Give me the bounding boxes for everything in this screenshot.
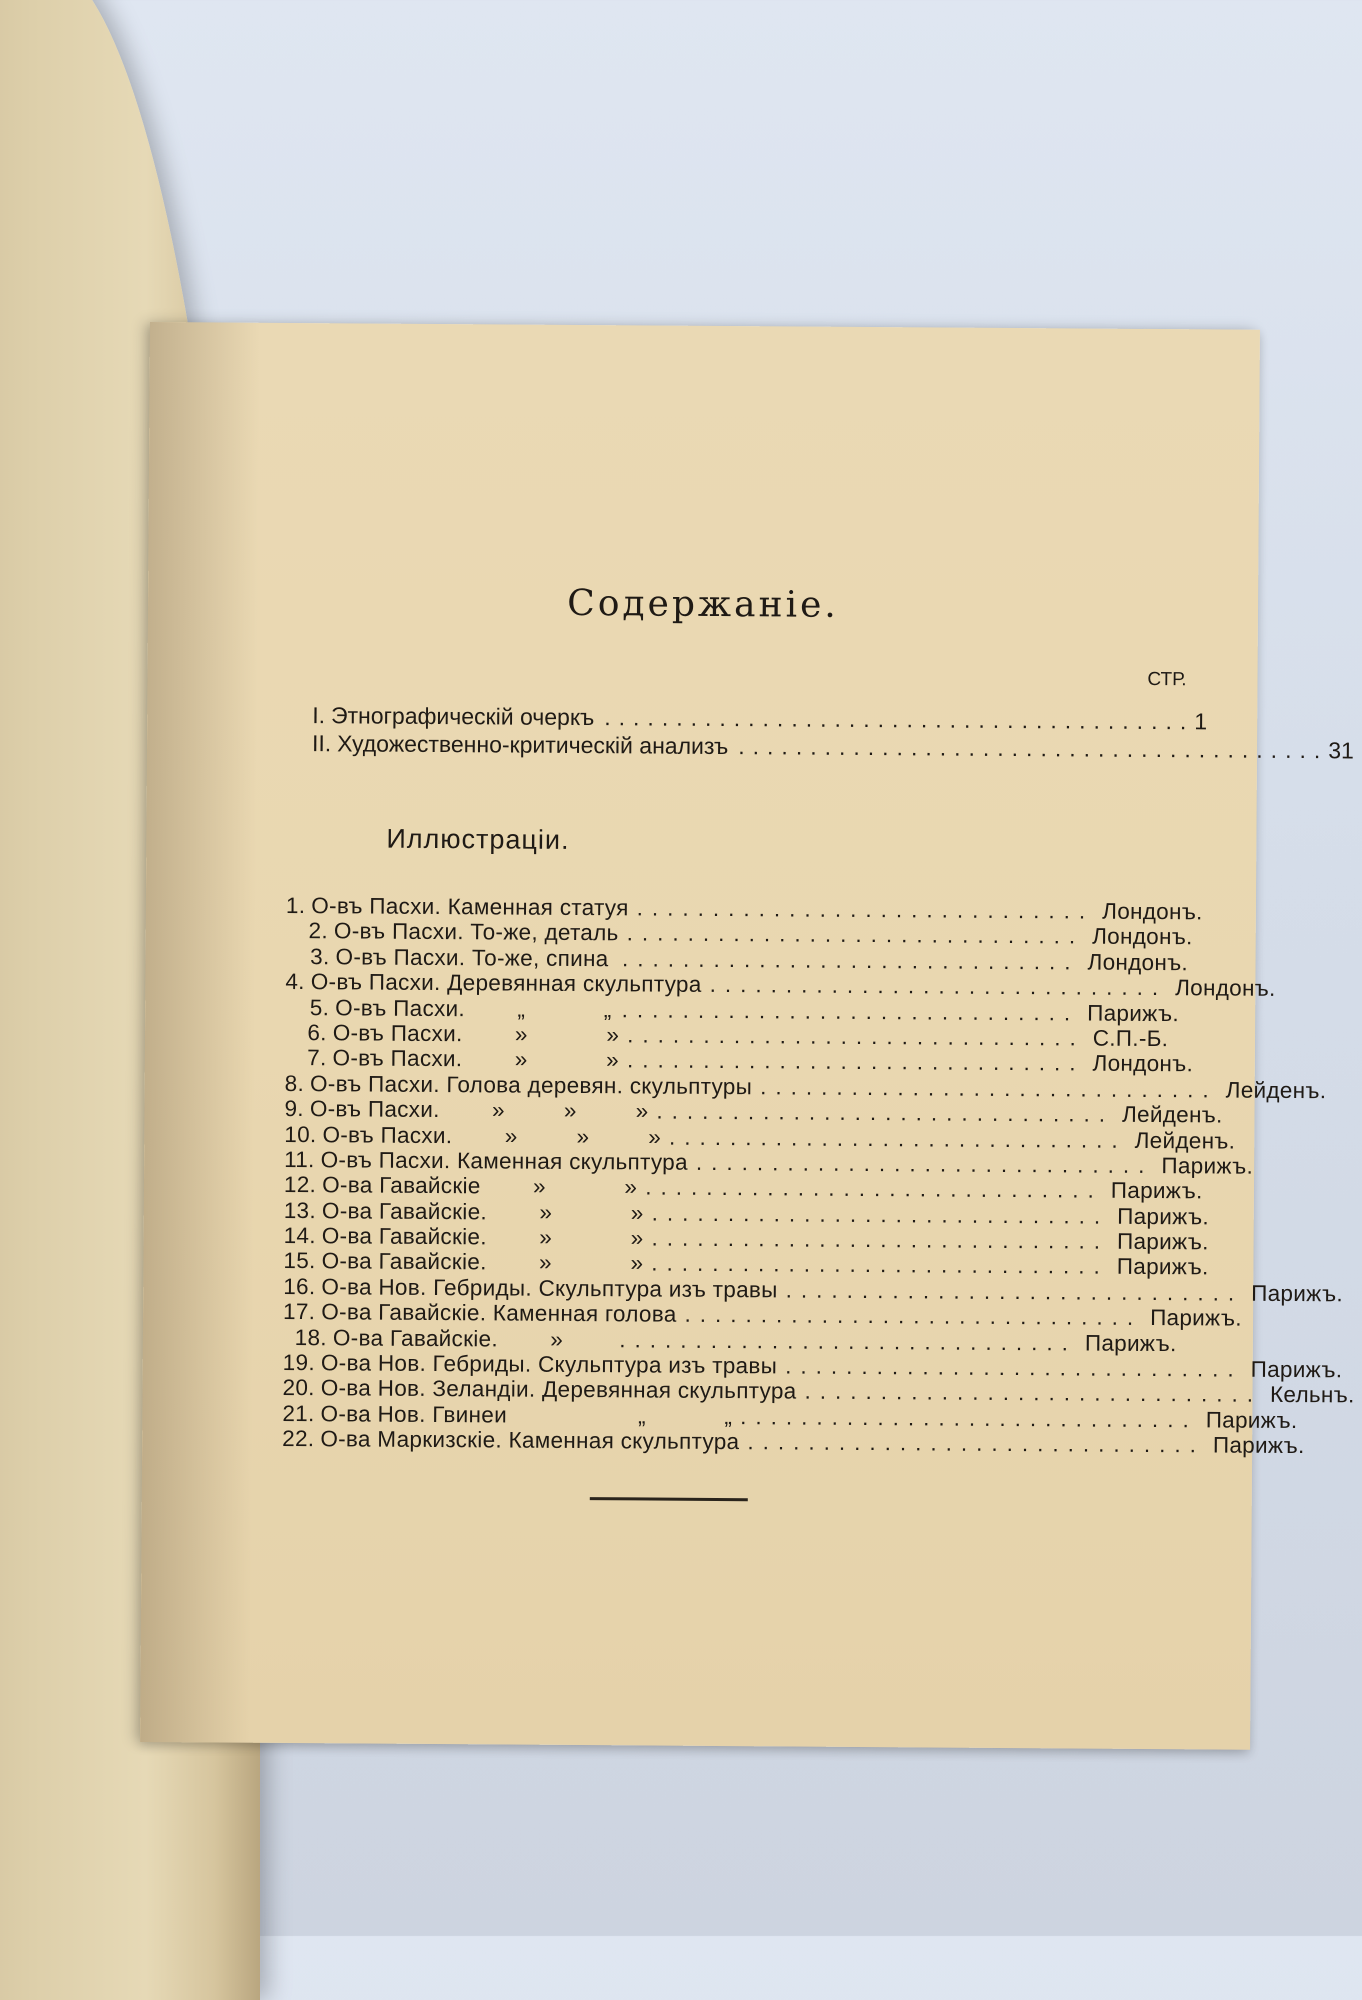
illustration-description: О-ва Маркизскiе. Каменная скульптура bbox=[320, 1426, 740, 1455]
illustration-number: 3. bbox=[310, 943, 330, 970]
illustration-location: Парижъ. bbox=[1250, 1356, 1343, 1383]
page-column-header: СТР. bbox=[1147, 668, 1187, 691]
illustration-description: О-ва Гавайскiе. Каменная голова bbox=[321, 1299, 677, 1327]
leader-dots: .............................. bbox=[651, 1200, 1110, 1229]
illustration-number: 16. bbox=[283, 1273, 316, 1300]
illustration-location: Парижъ. bbox=[1116, 1228, 1209, 1255]
illustration-description: О-ва Гавайскiе. » » bbox=[321, 1223, 644, 1251]
illustration-location: Лондонъ. bbox=[1175, 975, 1276, 1002]
illustration-number: 2. bbox=[308, 918, 329, 944]
illustration-description: О-въ Пасхи. То-же, спина bbox=[335, 944, 609, 971]
leader-dots: .............................. bbox=[621, 946, 1080, 975]
illustration-number: 13. bbox=[283, 1197, 317, 1223]
illustration-description: О-въ Пасхи. Голова деревян. скульптуры bbox=[309, 1070, 753, 1099]
illustration-number: 1. bbox=[285, 892, 306, 919]
illustration-number: 20. bbox=[282, 1375, 315, 1401]
illustration-row bbox=[282, 1426, 1305, 1459]
illustration-description: О-въ Пасхи. » » » bbox=[322, 1121, 662, 1150]
illustration-location: Лейденъ. bbox=[1121, 1101, 1223, 1128]
leader-dots: .............................. bbox=[651, 1225, 1110, 1254]
divider-rule bbox=[590, 1497, 748, 1501]
illustration-location: Парижъ. bbox=[1161, 1152, 1254, 1179]
illustration-number: 14. bbox=[283, 1223, 316, 1249]
illustration-description: О-ва Гавайскiе. » » bbox=[321, 1197, 644, 1226]
illustration-number: 18. bbox=[294, 1324, 328, 1350]
illustration-description: О-ва Гавайскiе. » » bbox=[321, 1248, 644, 1276]
illustration-number: 8. bbox=[284, 1070, 305, 1096]
illustration-location: Лондонъ. bbox=[1102, 898, 1203, 925]
leader-dots: .............................. bbox=[621, 996, 1080, 1026]
leader-dots: .............................. bbox=[785, 1277, 1244, 1306]
illustration-number: 21. bbox=[282, 1400, 315, 1426]
illustration-number: 7. bbox=[307, 1045, 327, 1071]
page-title: Содержанiе. bbox=[567, 582, 839, 626]
illustration-location: С.П.-Б. bbox=[1092, 1025, 1169, 1052]
illustration-description: О-въ Пасхи. » » » bbox=[309, 1096, 649, 1124]
illustration-number: 10. bbox=[284, 1121, 317, 1147]
table-of-contents bbox=[311, 663, 1354, 764]
leader-dots: .............................. bbox=[669, 1124, 1127, 1153]
leader-dots: .............................. bbox=[627, 1022, 1085, 1051]
toc-number: I. bbox=[312, 702, 326, 729]
leader-dots: .............................. bbox=[785, 1353, 1243, 1382]
illustration-location: Парижъ. bbox=[1084, 1330, 1177, 1356]
illustration-description: О-ва Гавайскiе. » bbox=[332, 1324, 564, 1352]
illustration-location: Парижъ. bbox=[1117, 1203, 1210, 1230]
illustration-description: О-ва Гавайскiе » » bbox=[322, 1172, 638, 1200]
illustration-location: Лондонъ. bbox=[1092, 1050, 1194, 1077]
illustration-description: О-ва Нов. Гебриды. Скульптура изъ травы bbox=[321, 1274, 778, 1303]
illustration-number: 19. bbox=[282, 1349, 316, 1376]
leader-dots: .............................. bbox=[656, 1098, 1115, 1127]
leader-dots: ......................................... bbox=[738, 733, 1329, 764]
leader-dots: .............................. bbox=[684, 1302, 1143, 1331]
toc-title: Художественно-критическiй анализъ bbox=[337, 730, 729, 760]
illustration-number: 15. bbox=[283, 1248, 316, 1274]
illustration-description: О-ва Нов. Гвинеи „ „ bbox=[320, 1401, 733, 1429]
illustration-description: О-ва Нов. Гебриды. Скульптура изъ травы bbox=[320, 1350, 778, 1379]
illustrations-heading: Иллюстрацiи. bbox=[386, 823, 570, 855]
leader-dots: .............................. bbox=[619, 1326, 1077, 1356]
leader-dots: .............................. bbox=[636, 895, 1095, 924]
illustration-description: О-въ Пасхи. Деревянная скульптура bbox=[310, 969, 702, 998]
leader-dots: .............................. bbox=[626, 920, 1085, 949]
illustration-description: О-въ Пасхи. „ „ bbox=[335, 994, 612, 1022]
leader-dots: .............................. bbox=[645, 1174, 1103, 1203]
illustration-location: Парижъ. bbox=[1251, 1280, 1344, 1307]
leader-dots: .............................. bbox=[695, 1149, 1154, 1178]
illustration-number: 4. bbox=[285, 969, 305, 995]
leader-dots: .............................. bbox=[709, 972, 1168, 1001]
illustration-number: 9. bbox=[284, 1096, 304, 1122]
illustration-number: 12. bbox=[283, 1172, 317, 1198]
illustration-location: Кельнъ. bbox=[1269, 1382, 1355, 1408]
illustration-location: Парижъ. bbox=[1110, 1178, 1203, 1204]
illustration-number: 11. bbox=[284, 1146, 315, 1173]
illustration-location: Парижъ. bbox=[1087, 1000, 1180, 1026]
toc-page: 31 bbox=[1328, 737, 1354, 764]
illustration-description: О-въ Пасхи. » » bbox=[332, 1020, 620, 1048]
book-page bbox=[140, 322, 1355, 1750]
leader-dots: .............................. bbox=[760, 1074, 1218, 1103]
toc-page: 1 bbox=[1194, 708, 1208, 735]
illustration-location: Лондонъ. bbox=[1092, 923, 1193, 950]
illustration-location: Парижъ. bbox=[1212, 1432, 1305, 1459]
toc-row bbox=[311, 729, 1354, 764]
illustration-description: О-въ Пасхи. Каменная статуя bbox=[311, 893, 629, 921]
illustration-location: Парижъ. bbox=[1205, 1407, 1298, 1433]
illustration-description: О-ва Нов. Зеландiи. Деревянная скульптура bbox=[320, 1375, 797, 1404]
illustration-location: Лондонъ. bbox=[1087, 949, 1189, 976]
toc-number: II. bbox=[311, 730, 332, 757]
illustration-location: Лейденъ. bbox=[1134, 1127, 1236, 1154]
leader-dots: .............................. bbox=[740, 1403, 1198, 1433]
illustration-description: О-въ Пасхи. То-же, деталь bbox=[333, 918, 619, 946]
leader-dots: ......................................... bbox=[604, 704, 1195, 735]
illustrations-list bbox=[282, 892, 1355, 1459]
page-gutter-shadow bbox=[140, 322, 260, 1743]
illustration-description: О-въ Пасхи. Каменная скульптура bbox=[320, 1147, 688, 1175]
illustration-number: 5. bbox=[309, 994, 330, 1020]
leader-dots: .............................. bbox=[626, 1047, 1085, 1076]
illustration-location: Парижъ. bbox=[1116, 1254, 1209, 1280]
leader-dots: .............................. bbox=[747, 1429, 1206, 1458]
leader-dots: .............................. bbox=[804, 1379, 1263, 1408]
illustration-number: 17. bbox=[283, 1299, 316, 1325]
toc-title: Этнографическiй очеркъ bbox=[330, 702, 595, 731]
illustration-number: 6. bbox=[307, 1020, 327, 1046]
illustration-location: Парижъ. bbox=[1150, 1305, 1242, 1331]
leader-dots: .............................. bbox=[651, 1250, 1109, 1280]
illustration-description: О-въ Пасхи. » » bbox=[332, 1045, 620, 1073]
illustration-location: Лейденъ. bbox=[1225, 1077, 1327, 1103]
illustration-number: 22. bbox=[282, 1426, 315, 1452]
